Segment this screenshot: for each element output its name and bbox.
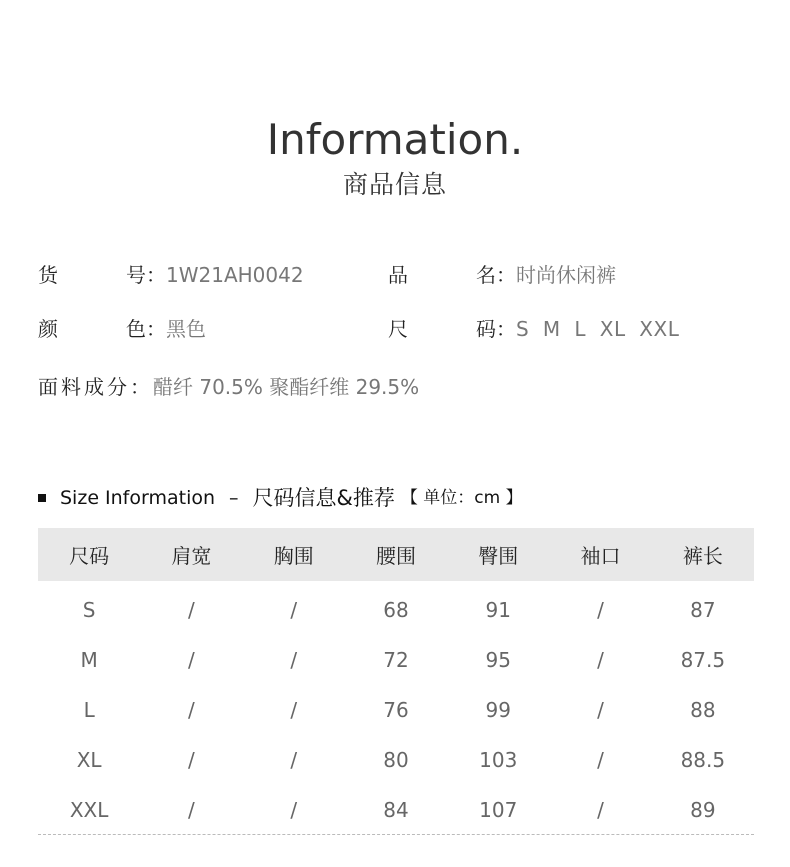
table-cell: 103 [479,748,518,772]
table-row [38,785,754,835]
table-cell: / [290,698,298,722]
product-name-label: 品 名： [388,263,516,287]
header-shoulder: 肩宽 [171,544,212,568]
table-cell: M [80,648,98,672]
table-cell: XXL [69,798,109,822]
bottom-divider [38,834,754,835]
table-cell: 87 [690,598,716,622]
table-cell: L [83,698,95,722]
fabric-value: 醋纤 70.5% 聚酯纤维 29.5% [153,375,420,399]
product-name-row [388,262,616,288]
table-cell: / [597,598,604,622]
size-row [388,316,679,342]
table-cell: / [597,748,604,772]
table-cell: 95 [485,648,511,672]
table-cell: / [290,598,298,622]
table-cell: / [188,798,195,822]
table-cell: 88 [690,698,716,722]
table-cell: / [188,648,195,672]
header-waist: 腰围 [375,544,416,568]
table-cell: / [188,748,195,772]
header-size: 尺码 [69,544,110,568]
table-cell: 84 [383,798,409,822]
size-section-title-en: Size Information [60,487,216,509]
table-cell: 107 [479,798,518,822]
table-row [38,735,754,785]
table-cell: / [188,598,195,622]
table-cell: 99 [485,698,511,722]
size-table [38,528,754,835]
table-row [38,685,754,735]
header-pants-length: 裤长 [682,544,723,568]
size-value: S M L XL XXL [516,317,680,341]
color-value: 黑色 [166,317,206,341]
product-name-value: 时尚休闲裤 [516,263,616,287]
table-cell: / [188,698,195,722]
table-row [38,635,754,685]
page-title: Information. [266,115,524,164]
fabric-label: 面料成分： [38,375,153,399]
size-section-unit: 【 单位：cm 】 [400,488,523,508]
fabric-row [38,374,419,400]
table-cell: / [290,798,298,822]
table-cell: / [290,648,298,672]
table-cell: / [597,798,604,822]
header-hip: 臀围 [478,544,519,568]
item-no-label: 货 号： [38,263,166,287]
color-row [38,316,206,342]
item-no-row [38,262,304,288]
table-cell: S [82,598,96,622]
header-chest: 胸围 [273,544,314,568]
item-no-value: 1W21AH0042 [166,263,304,287]
square-bullet-icon [38,494,46,502]
table-cell: 76 [383,698,409,722]
table-cell: 68 [383,598,409,622]
size-table-header-row [38,528,754,581]
size-section-heading [38,484,523,512]
table-row [38,581,754,635]
size-label: 尺 码： [388,317,516,341]
table-cell: 72 [383,648,409,672]
table-cell: 80 [383,748,409,772]
table-cell: / [290,748,298,772]
table-cell: 89 [690,798,716,822]
table-cell: / [597,648,604,672]
table-cell: 91 [485,598,511,622]
table-cell: 87.5 [680,648,726,672]
page-subtitle: 商品信息 [342,170,447,199]
size-section-dash: – [229,487,239,509]
table-cell: / [597,698,604,722]
table-cell: XL [76,748,102,772]
size-section-title-cn: 尺码信息&推荐 [252,486,395,510]
color-label: 颜 色： [38,317,166,341]
header-cuff: 袖口 [580,544,621,568]
table-cell: 88.5 [680,748,726,772]
